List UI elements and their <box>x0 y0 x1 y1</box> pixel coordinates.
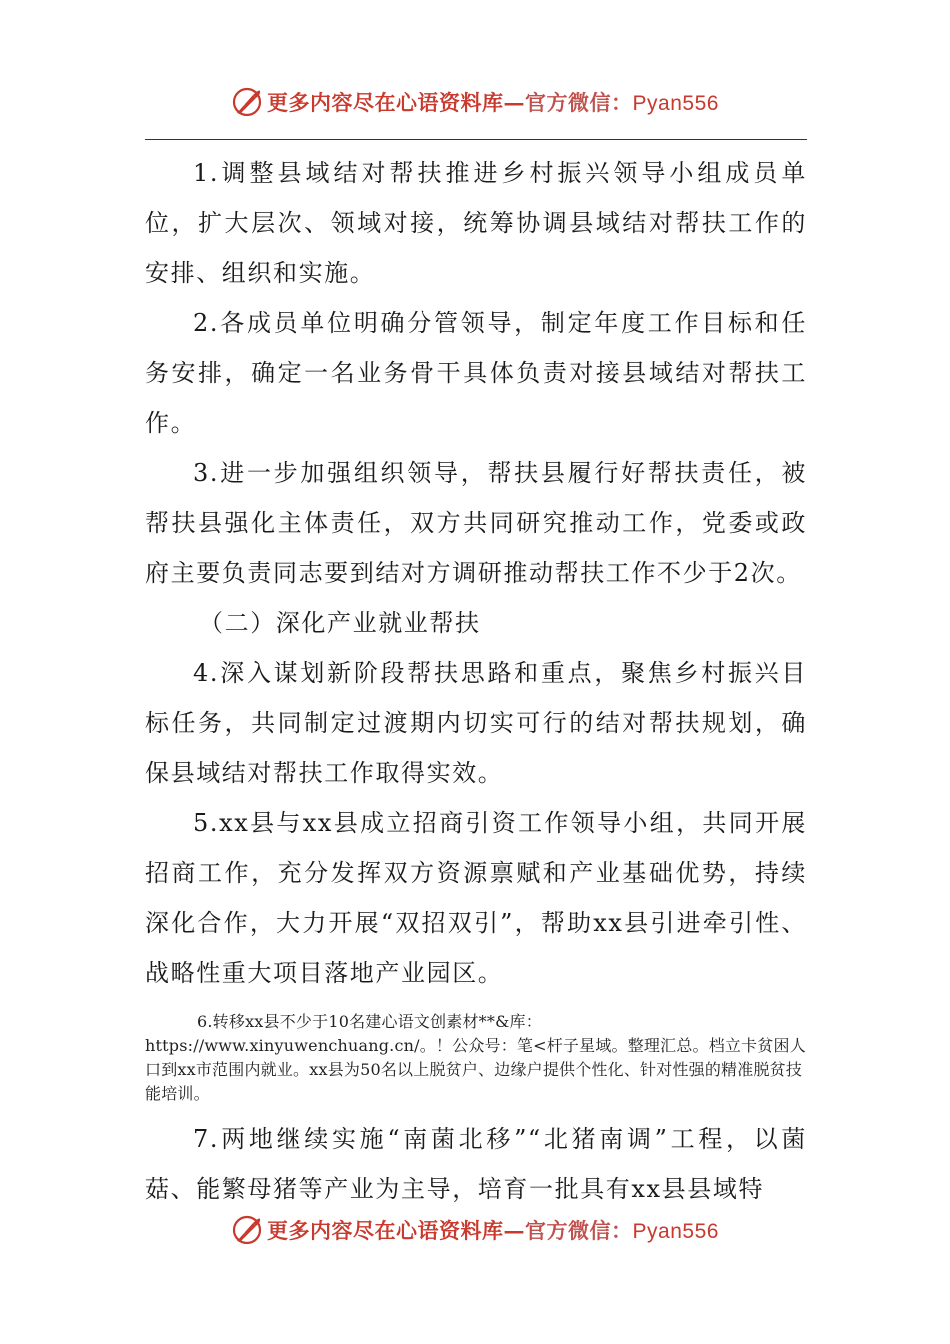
header-banner <box>0 80 950 124</box>
footer-wechat-id: Pyan556 <box>632 1220 719 1243</box>
quill-pen-logo-icon <box>231 86 263 118</box>
footer-main-text: 更多内容尽在心语资料库— <box>267 1218 526 1243</box>
banner-main-text: 更多内容尽在心语资料库— <box>267 90 526 115</box>
banner-wechat-label: 官方微信： <box>525 90 633 115</box>
banner-text <box>267 87 719 117</box>
header-divider <box>145 139 807 140</box>
quill-pen-logo-icon <box>231 1214 263 1246</box>
paragraph-6-watermark-text: 6.转移xx县不少于10名建心语文创素材**&库：https://www.xinyuwenchuang.cn/。！公众号：笔<杆子星域。整理汇总。档立卡贫困人口到xx市范围内就业。xx县为50名以上脱贫户、边缘户提供个性化、针对性强的精准脱贫技能培训。 <box>145 1012 806 1103</box>
document-body <box>145 148 807 1214</box>
paragraph-5: 5.xx县与xx县成立招商引资工作领导小组，共同开展招商工作，充分发挥双方资源禀赋和产业基础优势，持续深化合作，大力开展“双招双引”，帮助xx县引进牵引性、战略性重大项目落地产业园区。 <box>145 809 807 987</box>
footer-wechat-label: 官方微信： <box>525 1218 633 1243</box>
paragraph-2: 2.各成员单位明确分管领导，制定年度工作目标和任务安排，确定一名业务骨干具体负责对接县域结对帮扶工作。 <box>145 309 807 437</box>
paragraph-3: 3.进一步加强组织领导，帮扶县履行好帮扶责任，被帮扶县强化主体责任，双方共同研究推动工作，党委或政府主要负责同志要到结对方调研推动帮扶工作不少于2次。 <box>145 459 807 587</box>
footer-banner <box>0 1208 950 1252</box>
paragraph-4: 4.深入谋划新阶段帮扶思路和重点，聚焦乡村振兴目标任务，共同制定过渡期内切实可行的结对帮扶规划，确保县域结对帮扶工作取得实效。 <box>145 659 807 787</box>
banner-wechat-id: Pyan556 <box>632 92 719 115</box>
section-heading: （二）深化产业就业帮扶 <box>199 609 481 637</box>
footer-banner-text <box>267 1215 719 1245</box>
paragraph-1: 1.调整县域结对帮扶推进乡村振兴领导小组成员单位，扩大层次、领域对接，统筹协调县域结对帮扶工作的安排、组织和实施。 <box>145 159 807 287</box>
paragraph-7: 7.两地继续实施“南菌北移”“北猪南调”工程，以菌菇、能繁母猪等产业为主导，培育一批具有xx县县域特 <box>145 1125 807 1203</box>
